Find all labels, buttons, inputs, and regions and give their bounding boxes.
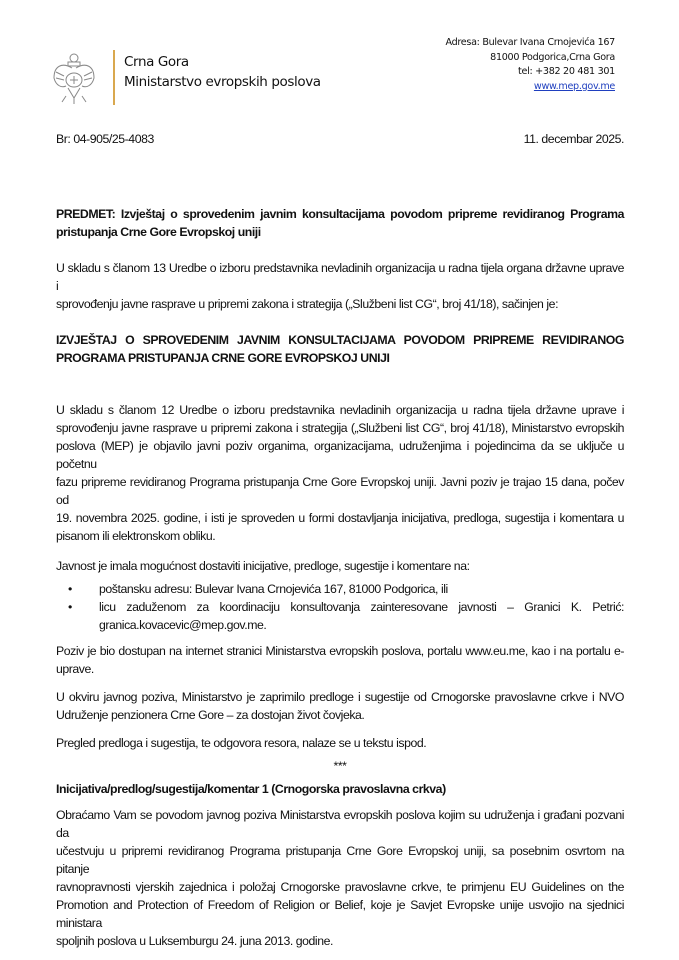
text-line: sprovođenju javne rasprave u pripremi zakona i strategija („Službeni list CG“, broj 41/18), sačinjen je: [56,297,559,311]
text-line: uprave. [56,662,94,676]
paragraph-5 [56,734,624,752]
list-item [68,598,624,634]
text-line: U skladu s članom 12 Uredbe o izboru predstavnika nevladinih organizacija u radna tijela državne uprave i [56,403,624,417]
text-line: Pregled predloga i sugestija, te odgovora resora, nalaze se u tekstu ispod. [56,736,427,750]
bullet-list [68,580,624,634]
ministry-name [124,52,321,92]
text-line: poslova (MEP) je objavilo javni poziv organima, organizacijama, udruženjima i pojedincima da se uključe u početnu [56,439,624,471]
text-line: U okviru javnog poziva, Ministarstvo je zaprimilo predloge i sugestije od Crnogorske pravoslavne crkve i NVO [56,690,624,704]
country-name: Crna Gora [124,54,189,70]
reference-number: Br: 04-905/25-4083 [56,132,154,146]
intro-paragraph [56,259,624,313]
document-body [56,130,624,950]
city-line: 81000 Podgorica,Crna Gora [490,51,615,63]
text-line: spoljnih poslova u Luksemburgu 24. juna 2013. godine. [56,934,333,948]
text-line: Javnost je imala mogućnost dostaviti inicijative, predloge, sugestije i komentare na: [56,559,470,573]
header-divider [113,50,115,105]
text-line: sprovođenju javne rasprave u pripremi zakona i strategija („Službeni list CG“, broj 41/18), Ministarstvo evropskih [56,421,624,435]
list-item [68,580,624,598]
section-body [56,806,624,950]
text-line: Udruženje penzionera Crne Gore – za dostojan život čovjeka. [56,708,365,722]
text-line: licu zaduženom za koordinaciju konsultovanja zainteresovane javnosti – Granici K. Petrić: [99,600,624,614]
text-line: 19. novembra 2025. godine, i isti je sproveden u formi dostavljanja inicijativa, predloga, sugestija i komentara u [56,511,624,525]
text-line: Poziv je bio dostupan na internet stranici Ministarstva evropskih poslova, portalu www.eu.me, kao i na portalu e- [56,644,624,658]
text-line: Obraćamo Vam se povodom javnog poziva Ministarstva evropskih poslova kojim su udruženja i građani pozvani da [56,808,624,840]
paragraph-2 [56,557,624,575]
paragraph-1 [56,401,624,545]
text-line: učestvuju u pripremi revidiranog Programa pristupanja Crne Gore Evropskoj uniji, sa posebnim osvrtom na pitanje [56,844,624,876]
text-line: ravnopravnosti vjerskih zajednica i položaj Crnogorske pravoslavne crkve, te primjenu EU Guidelines on the [56,880,624,894]
text-line: poštansku adresu: Bulevar Ivana Crnojevića 167, 81000 Podgorica, ili [99,582,448,596]
document-date: 11. decembar 2025. [523,132,624,146]
bullet-icon: • [68,600,72,614]
email-text: granica.kovacevic@mep.gov.me. [99,618,267,632]
text-line: U skladu s članom 13 Uredbe o izboru predstavnika nevladinih organizacija u radna tijela organa državne uprave i [56,261,624,293]
paragraph-3 [56,642,624,678]
subject-line: PREDMET: Izvještaj o sprovedenim javnim konsultacijama povodom pripreme revidiranog Programa [56,207,624,221]
contact-block [445,36,615,94]
phone: tel: +382 20 481 301 [518,66,615,77]
text-line: pisanom ili elektronskom obliku. [56,529,216,543]
paragraph-4 [56,688,624,724]
bullet-icon: • [68,582,72,596]
title-line: PROGRAMA PRISTUPANJA CRNE GORE EVROPSKOJ UNIJI [56,351,390,365]
coat-of-arms-icon [52,52,96,106]
ministry-title: Ministarstvo evropskih poslova [124,74,321,90]
text-line: Promotion and Protection of Freedom of Religion or Belief, koje je Savjet Evropske unije usvojio na sjednici ministara [56,898,624,930]
website-link[interactable]: www.mep.gov.me [533,80,615,92]
title-line: IZVJEŠTAJ O SPROVEDENIM JAVNIM KONSULTACIJAMA POVODOM PRIPREME REVIDIRANOG [56,333,624,347]
section-heading [56,780,624,798]
subject-line: pristupanja Crne Gore Evropskoj uniji [56,225,261,239]
report-title [56,331,624,367]
heading-text: Inicijativa/predlog/sugestija/komentar 1 (Crnogorska pravoslavna crkva) [56,782,446,796]
subject [56,205,624,241]
separator: *** [333,759,347,773]
address-line: Adresa: Bulevar Ivana Crnojevića 167 [445,37,615,48]
ref-date-row [56,130,624,148]
text-line: fazu pripreme revidiranog Programa pristupanja Crne Gore Evropskoj uniji. Javni poziv je trajao 15 dana, počev od [56,475,624,507]
